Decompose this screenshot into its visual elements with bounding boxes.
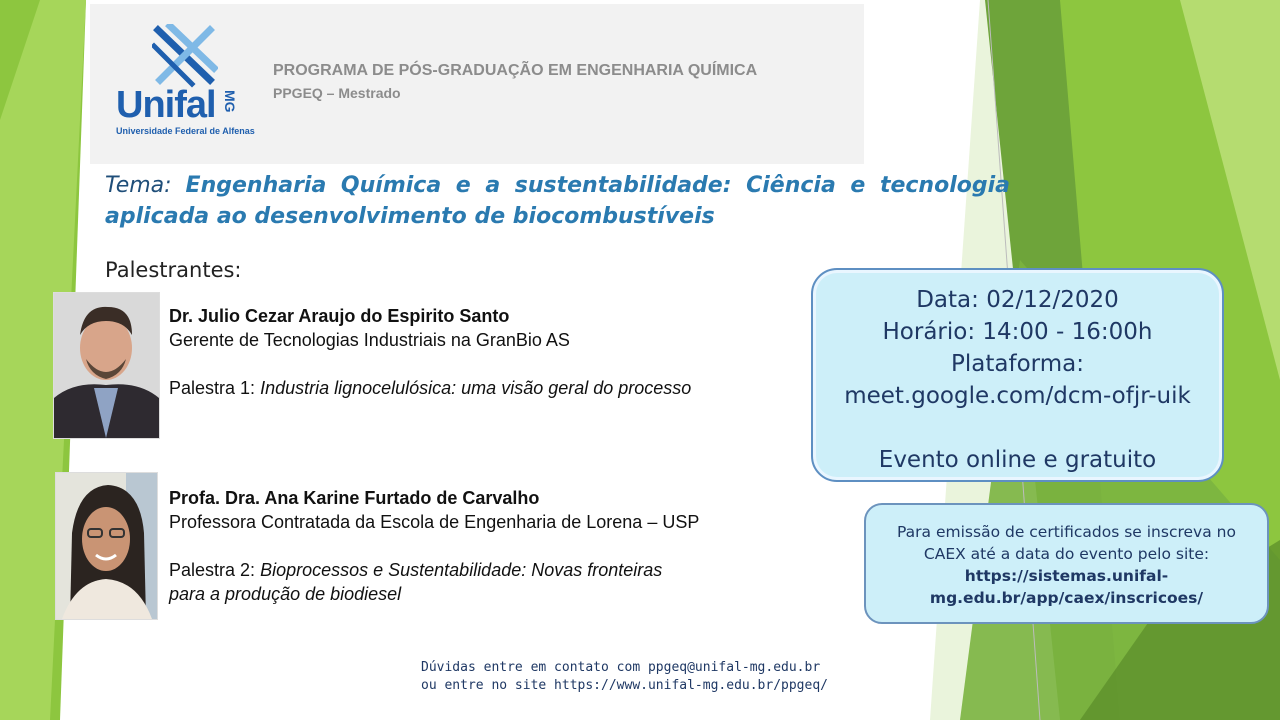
footer-contact (421, 659, 828, 695)
speaker-2-talk-title-line2: para a produção de biodiesel (169, 584, 402, 604)
event-date: Data: 02/12/2020 (916, 287, 1119, 313)
certificate-text-line1: Para emissão de certificados se inscreva no (897, 523, 1236, 541)
unifal-logo-text: Unifal (116, 84, 216, 126)
speaker-2-photo (55, 472, 158, 620)
speaker-2-name: Profa. Dra. Ana Karine Furtado de Carvalho (169, 488, 540, 508)
unifal-logo-icon (152, 24, 218, 88)
theme-label: Tema: (105, 173, 172, 198)
speaker-1-role: Gerente de Tecnologias Industriais na GranBio AS (169, 330, 570, 350)
speaker-1-photo (53, 292, 160, 439)
speaker-1-info (169, 304, 691, 400)
speaker-2-talk-title-line1: Bioprocessos e Sustentabilidade: Novas fronteiras (260, 560, 663, 580)
speaker-1-name: Dr. Julio Cezar Araujo do Espirito Santo (169, 306, 510, 326)
speaker-1-talk-title: Industria lignocelulósica: uma visão geral do processo (260, 378, 692, 398)
speaker-1-talk (169, 376, 691, 400)
unifal-logo-region: MG (222, 90, 238, 113)
footer-email-line: Dúvidas entre em contato com ppgeq@unifal-mg.edu.br (421, 660, 821, 675)
program-subtitle: PPGEQ – Mestrado (273, 85, 401, 101)
certificate-text-line2: CAEX até a data do evento pelo site: (923, 545, 1210, 563)
speaker-2-role: Professora Contratada da Escola de Engenharia de Lorena – USP (169, 512, 700, 532)
event-time: Horário: 14:00 - 16:00h (882, 319, 1153, 345)
speakers-heading: Palestrantes: (105, 258, 242, 282)
speaker-2-info (169, 486, 699, 606)
theme-text: Engenharia Química e a sustentabilidade: Ciência e tecnologia aplicada ao desenvolvimento de biocombustíveis (105, 173, 1011, 229)
certificate-link[interactable] (866, 565, 1267, 609)
certificate-url-line2[interactable]: mg.edu.br/app/caex/inscricoes/ (929, 589, 1204, 607)
theme-block (105, 170, 1010, 232)
event-platform-link[interactable]: meet.google.com/dcm-ofjr-uik (844, 383, 1191, 409)
speaker-2-talk (169, 558, 699, 606)
event-info-box (811, 268, 1224, 482)
footer-site-line: ou entre no site https://www.unifal-mg.edu.br/ppgeq/ (421, 678, 828, 693)
certificate-url-line1[interactable]: https://sistemas.unifal- (964, 567, 1169, 585)
event-platform-label: Plataforma: (951, 351, 1084, 377)
event-note: Evento online e gratuito (878, 447, 1157, 473)
program-title: PROGRAMA DE PÓS-GRADUAÇÃO EM ENGENHARIA QUÍMICA (273, 62, 758, 79)
certificate-box (864, 503, 1269, 624)
university-name: Universidade Federal de Alfenas (116, 126, 255, 136)
speaker-2-talk-label: Palestra 2: (169, 560, 256, 580)
speaker-1-talk-label: Palestra 1: (169, 378, 256, 398)
